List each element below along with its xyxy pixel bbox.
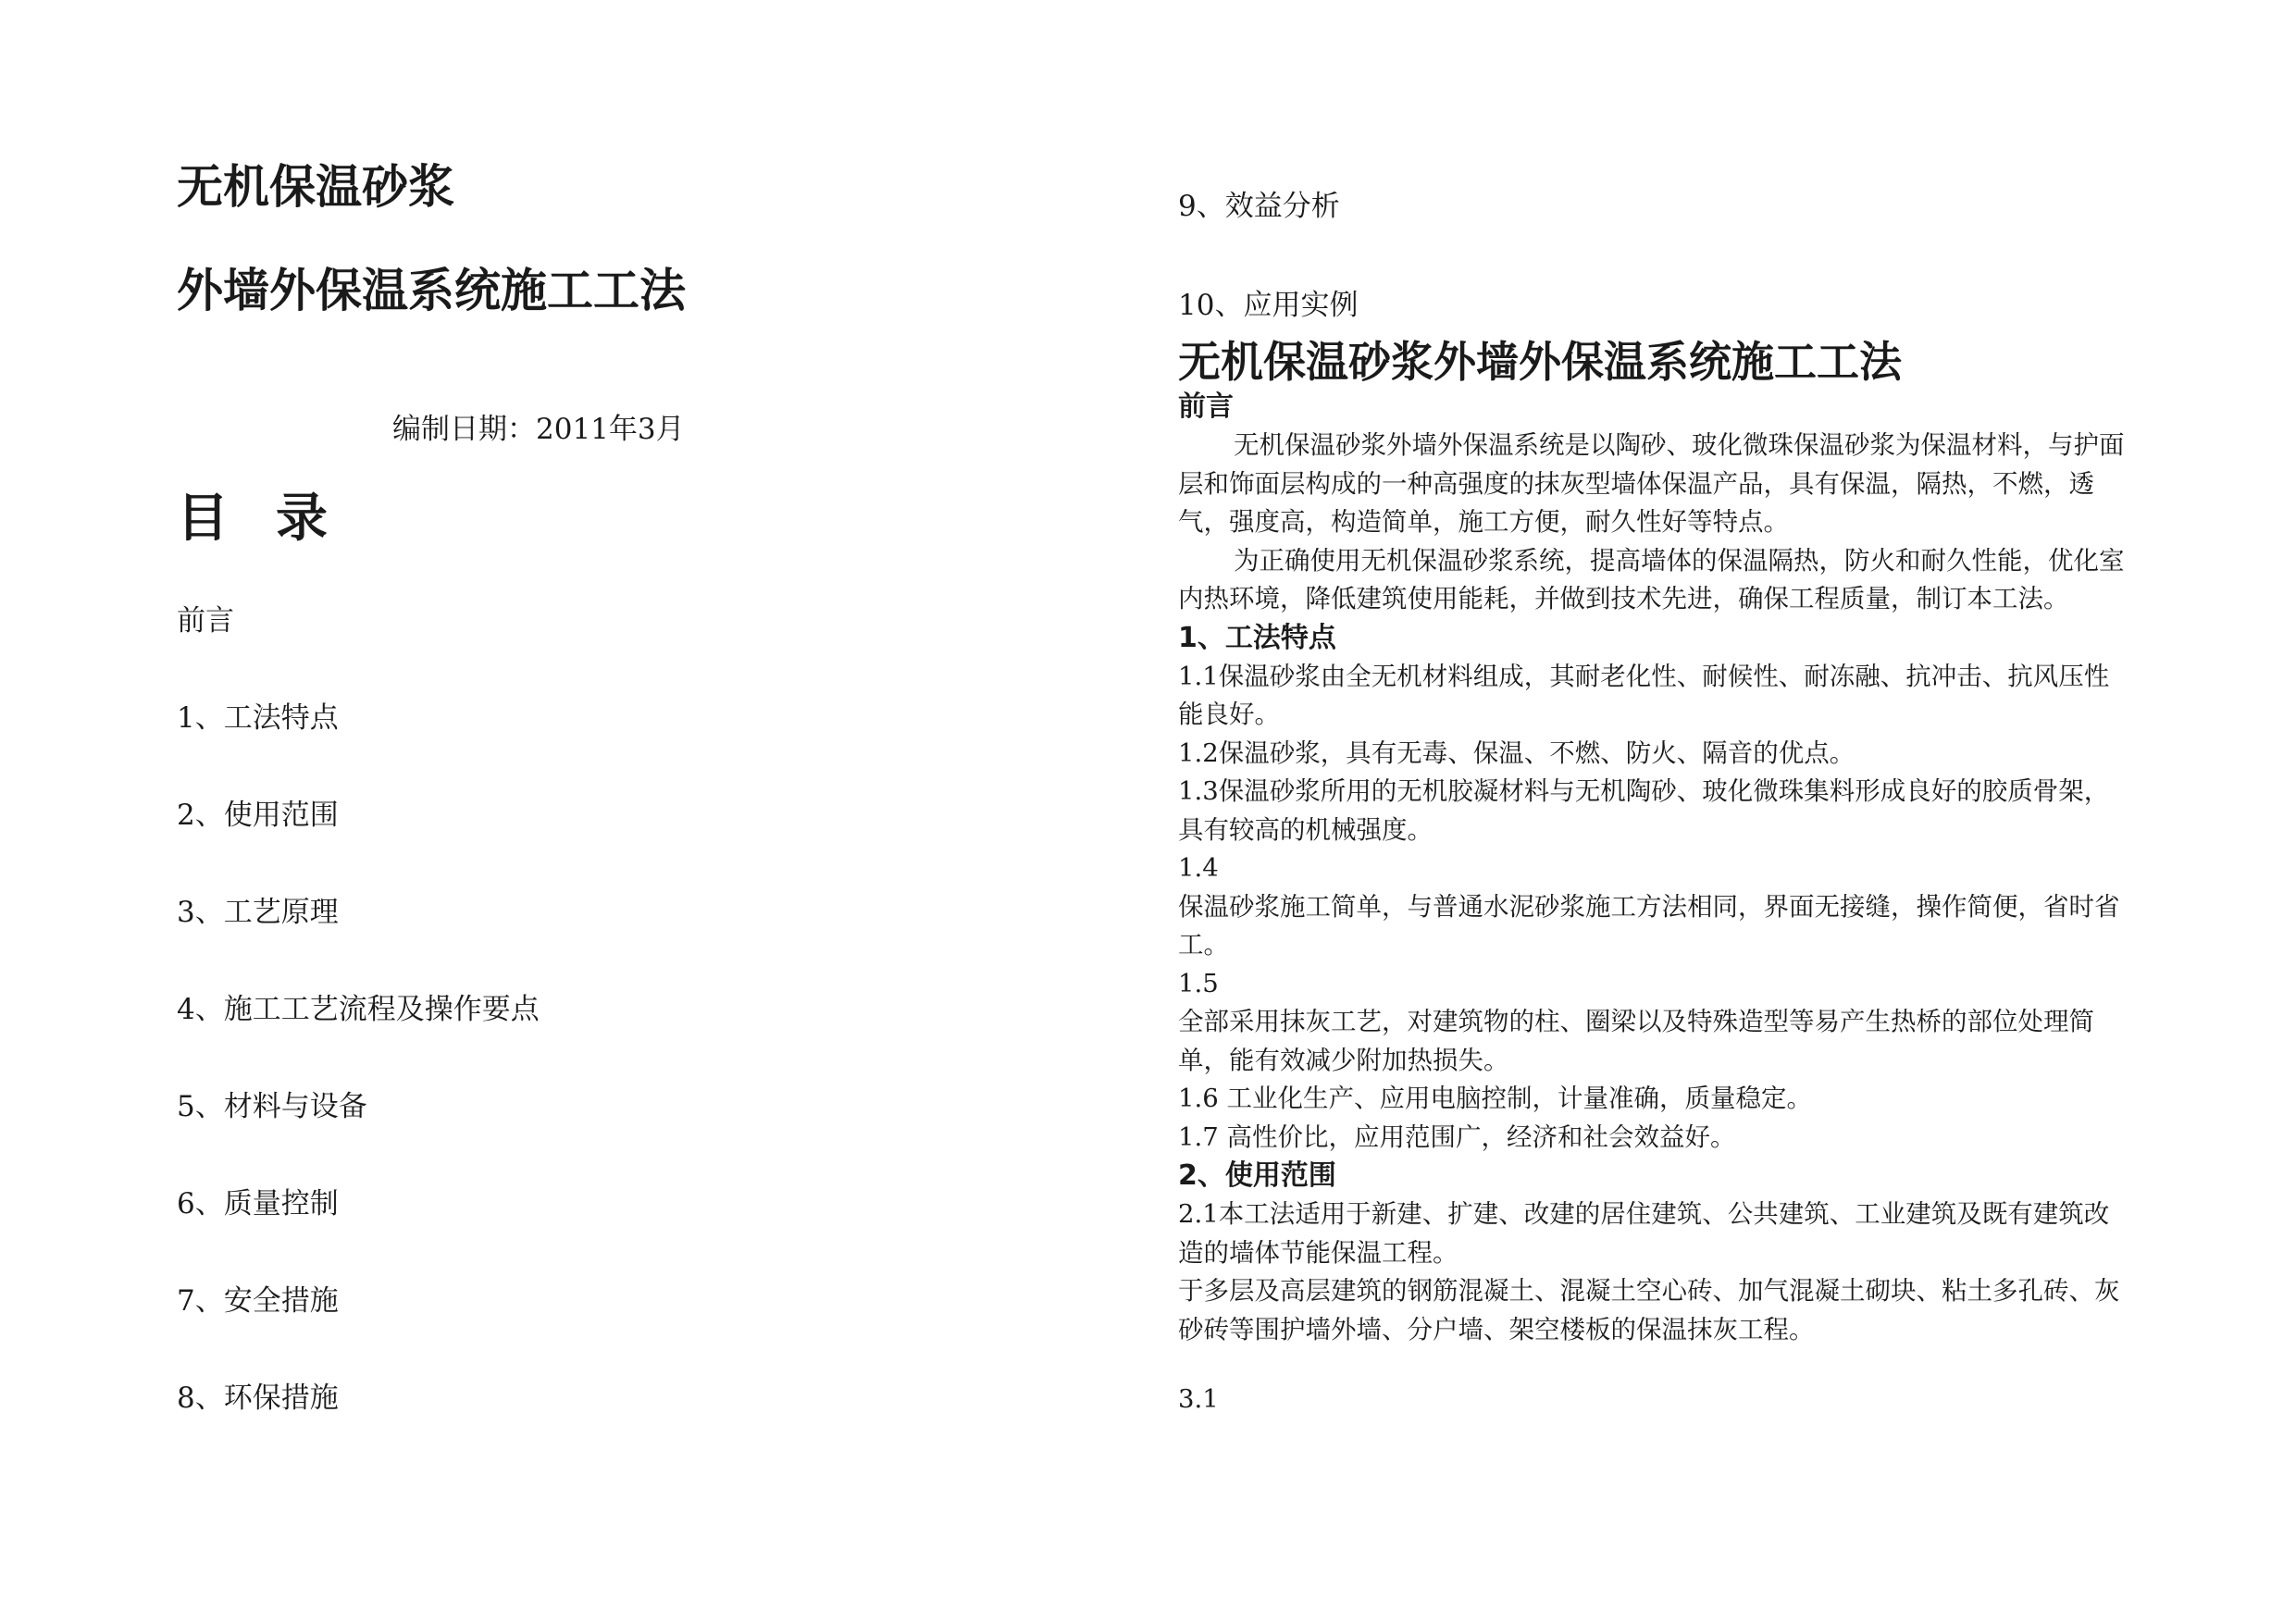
- document-title: 无机保温砂浆外墙外保温系统施工工法: [1178, 337, 1902, 387]
- toc-item-10: 10、应用实例: [1178, 289, 1359, 322]
- cover-title-line2: 外墙外保温系统施工工法: [177, 264, 686, 317]
- toc-item-5: 5、材料与设备: [177, 1090, 367, 1123]
- section-1-item: 1.7 高性价比，应用范围广，经济和社会效益好。: [1178, 1121, 1736, 1152]
- section-1-item: 保温砂浆施工简单，与普通水泥砂浆施工方法相同，界面无接缝，操作简便，省时省工。: [1178, 891, 2120, 960]
- toc-item-3: 3、工艺原理: [177, 896, 339, 929]
- compile-date: 编制日期：2011年3月: [392, 413, 685, 446]
- section-1-item: 全部采用抹灰工艺，对建筑物的柱、圈梁以及特殊造型等易产生热桥的部位处理简单，能有效减少附加热损失。: [1178, 1007, 2094, 1075]
- toc-item-6: 6、质量控制: [177, 1187, 339, 1220]
- section-1-heading: 1、工法特点: [1178, 621, 1336, 654]
- toc-heading: 目 录: [177, 489, 331, 549]
- section-2-item: 于多层及高层建筑的钢筋混凝土、混凝土空心砖、加气混凝土砌块、粘土多孔砖、灰砂砖等围护墙外墙、分户墙、架空楼板的保温抹灰工程。: [1178, 1276, 2120, 1344]
- toc-item-1: 1、工法特点: [177, 701, 339, 735]
- section-1-item: 1.4: [1178, 853, 1219, 883]
- preface-paragraph: 无机保温砂浆外墙外保温系统是以陶砂、玻化微珠保温砂浆为保温材料，与护面层和饰面层构成的一种高强度的抹灰型墙体保温产品，具有保温，隔热，不燃，透气，强度高，构造简单，施工方便，耐久性好等特点。: [1178, 430, 2125, 537]
- section-3-start: 3.1: [1178, 1384, 1219, 1414]
- cover-title-line1: 无机保温砂浆: [177, 160, 454, 214]
- section-2-heading: 2、使用范围: [1178, 1159, 1336, 1192]
- section-1-item: 1.1保温砂浆由全无机材料组成，其耐老化性、耐候性、耐冻融、抗冲击、抗风压性能良好。: [1178, 661, 2110, 729]
- toc-item-4: 4、施工工艺流程及操作要点: [177, 993, 540, 1026]
- toc-item-8: 8、环保措施: [177, 1381, 339, 1415]
- toc-item-preface: 前言: [177, 604, 234, 638]
- section-1-item: 1.2保温砂浆，具有无毒、保温、不燃、防火、隔音的优点。: [1178, 737, 1855, 768]
- toc-item-7: 7、安全措施: [177, 1284, 339, 1318]
- section-1-item: 1.6 工业化生产、应用电脑控制，计量准确，质量稳定。: [1178, 1084, 1812, 1113]
- toc-item-2: 2、使用范围: [177, 799, 339, 832]
- section-1-item: 1.5: [1178, 968, 1219, 998]
- preface-paragraph: 为正确使用无机保温砂浆系统，提高墙体的保温隔热，防火和耐久性能，优化室内热环境，降低建筑使用能耗，并做到技术先进，确保工程质量，制订本工法。: [1178, 545, 2125, 613]
- preface-heading: 前言: [1178, 390, 1234, 423]
- toc-item-9: 9、效益分析: [1178, 190, 1340, 223]
- section-2-item: 2.1本工法适用于新建、扩建、改建的居住建筑、公共建筑、工业建筑及既有建筑改造的墙体节能保温工程。: [1178, 1199, 2110, 1268]
- document-body: [1178, 336, 2131, 1419]
- section-1-item: 1.3保温砂浆所用的无机胶凝材料与无机陶砂、玻化微珠集料形成良好的胶质骨架，具有较高的机械强度。: [1178, 776, 2110, 845]
